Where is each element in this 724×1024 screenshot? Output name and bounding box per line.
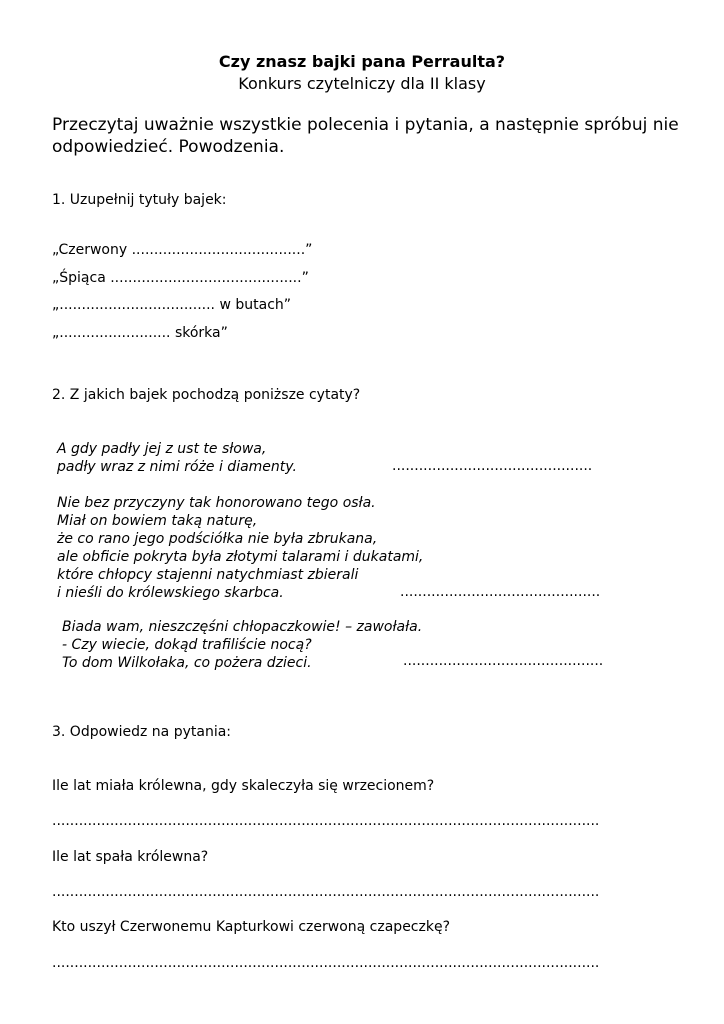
- quote-2-answer-blank: .............................................: [400, 584, 601, 600]
- fill-blank-2: „Śpiąca ...........................................”: [52, 270, 309, 286]
- quote-2-line: ale obficie pokryta była złotymi talarami i dukatami,: [57, 549, 424, 565]
- quote-2-line: Miał on bowiem taką naturę,: [57, 513, 258, 529]
- fill-blank-3: „................................... w butach”: [52, 297, 292, 313]
- page-title: Czy znasz bajki pana Perraulta?: [218, 52, 506, 71]
- quote-1-answer-blank: .............................................: [392, 458, 593, 474]
- answer-line-1: ...........................................................................................................................: [52, 813, 600, 829]
- section2-heading: 2. Z jakich bajek pochodzą poniższe cytaty?: [52, 387, 361, 403]
- section3-heading: 3. Odpowiedz na pytania:: [52, 724, 232, 740]
- quote-2-line: które chłopcy stajenni natychmiast zbierali: [57, 567, 359, 583]
- quote-3: [62, 618, 422, 672]
- quote-1: [57, 440, 297, 476]
- page-subtitle: Konkurs czytelniczy dla II klasy: [238, 74, 486, 93]
- quote-3-line: Biada wam, nieszczęśni chłopaczkowie! – zawołała.: [62, 619, 423, 635]
- fill-blank-1: „Czerwony .......................................”: [52, 242, 313, 258]
- quote-2-line: że co rano jego podściółka nie była zbrukana,: [57, 531, 378, 547]
- question-1: Ile lat miała królewna, gdy skaleczyła się wrzecionem?: [52, 778, 435, 794]
- answer-line-3: ...........................................................................................................................: [52, 955, 600, 971]
- quote-2: [57, 494, 423, 602]
- quote-3-line: To dom Wilkołaka, co pożera dzieci.: [62, 655, 312, 671]
- quote-3-line: - Czy wiecie, dokąd trafiliście nocą?: [62, 637, 312, 653]
- fill-blank-4: „......................... skórka”: [52, 325, 228, 341]
- section1-heading: 1. Uzupełnij tytuły bajek:: [52, 192, 227, 208]
- intro-text: Przeczytaj uważnie wszystkie polecenia i pytania, a następnie spróbuj nie odpowiedzieć. Powodzenia.: [52, 115, 679, 157]
- quote-3-answer-blank: .............................................: [403, 653, 604, 669]
- quote-2-line: i nieśli do królewskiego skarbca.: [57, 585, 284, 601]
- quote-1-line: padły wraz z nimi róże i diamenty.: [57, 459, 297, 475]
- answer-line-2: ...........................................................................................................................: [52, 884, 600, 900]
- question-2: Ile lat spała królewna?: [52, 849, 209, 865]
- question-3: Kto uszył Czerwonemu Kapturkowi czerwoną czapeczkę?: [52, 919, 451, 935]
- quote-2-line: Nie bez przyczyny tak honorowano tego osła.: [57, 495, 376, 511]
- quote-1-line: A gdy padły jej z ust te słowa,: [57, 441, 267, 457]
